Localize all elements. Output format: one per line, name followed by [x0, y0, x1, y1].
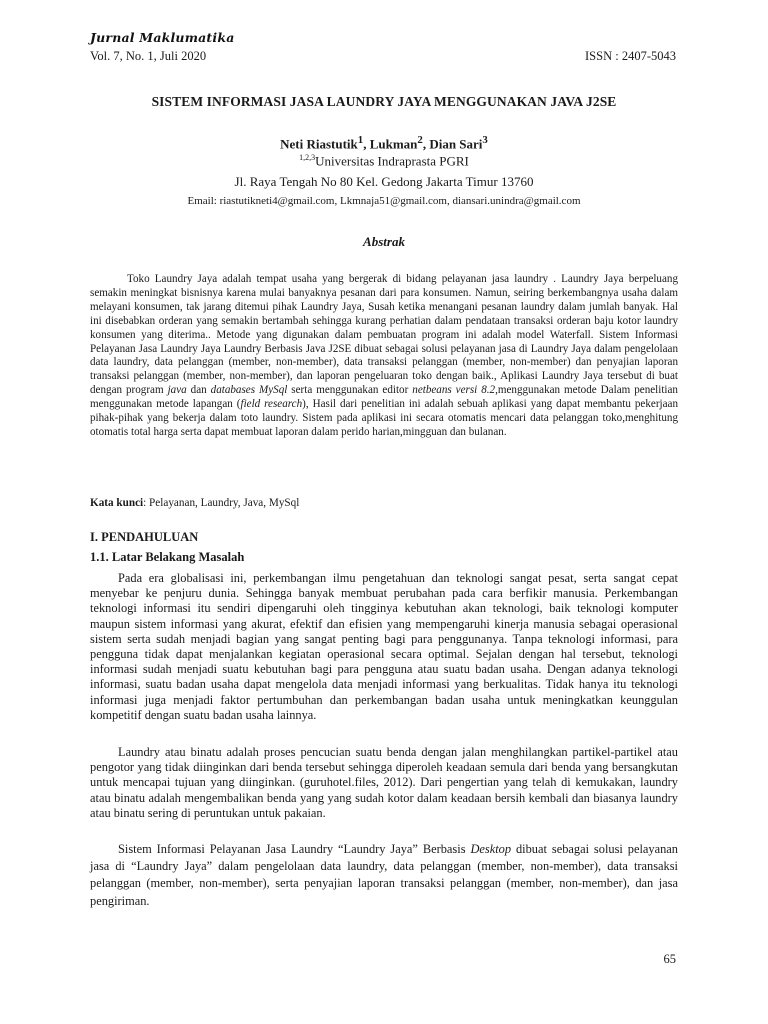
issn-info: ISSN : 2407-5043: [585, 49, 676, 63]
author-sup: 3: [482, 134, 488, 146]
subsection-heading: 1.1. Latar Belakang Masalah: [90, 550, 245, 564]
section-heading: I. PENDAHULUAN: [90, 530, 199, 544]
abstract-segment: serta menggunakan editor: [287, 384, 413, 397]
body-paragraph: [90, 571, 678, 723]
abstract-text: [90, 273, 678, 440]
affiliation: [90, 153, 678, 169]
abstract-emphasis: field research: [240, 398, 303, 411]
abstract-heading: Abstrak: [363, 234, 405, 249]
paragraph-text: Laundry atau binatu adalah proses pencucian suatu benda dengan jalan menghilangkan partikel-partikel atau pengotor yang tidak diinginkan dari benda tersebut sehingga diperoleh keadaan semula dari benda yang bersangkutan untuk mencapai tujuan yang diinginkan. (guruhotel.files, 2012). Dari pengertian yang telah di kemukakan, laundry atau binatu adalah mengembalikan benda yang yang sudah kotor dalam keadaan bersih kembali dan biasanya laundry atau binatu sering di peruntukan untuk pakaian.: [90, 745, 678, 820]
paragraph-text: Sistem Informasi Pelayanan Jasa Laundry “Laundry Jaya” Berbasis: [118, 842, 471, 856]
paper-title: SISTEM INFORMASI JASA LAUNDRY JAYA MENGGUNAKAN JAVA J2SE: [151, 94, 617, 109]
keywords-value: : Pelayanan, Laundry, Java, MySql: [143, 497, 300, 509]
affiliation-name: Universitas Indraprasta PGRI: [315, 153, 469, 169]
author-name: Lukman: [369, 136, 418, 152]
abstract-emphasis: netbeans versi 8.2: [412, 384, 496, 397]
address: Jl. Raya Tengah No 80 Kel. Gedong Jakarta Timur 13760: [234, 174, 534, 189]
author-list: [90, 134, 678, 152]
keywords: [90, 497, 678, 509]
email-line: Email: riastutikneti4@gmail.com, Lkmnaja51@gmail.com, diansari.unindra@gmail.com: [187, 195, 581, 207]
abstract-emphasis: databases MySql: [210, 384, 288, 397]
paragraph-text: Pada era globalisasi ini, perkembangan ilmu pengetahuan dan teknologi sangat pesat, serta sangat cepat menyebar ke penjuru dunia. Sehingga banyak membuat perubahan pada cara berfikir manusia. Perkembangan teknologi informasi itu sendiri dipengaruhi oleh tingginya kebutuhan akan teknologi, baik teknologi komputer maupun sistem informasi yang akurat, efektif dan efisien yang mempengaruhi kinerja manusia sebagai operasional sistem serta sudah menjadi bagian yang sangat penting bagi para penggunanya. Tanpa teknologi informasi, para pengguna tidak dapat menjalankan kegiatan operasional secara optimal. Sejalan dengan hal tersebut, teknologi informasi sudah menjadi suatu kebutuhan bagi para pengguna atau suatu badan usaha. Dengan adanya teknologi informasi, suatu badan usaha dapat mengelola data menjadi informasi yang berkualitas. Tidak hanya itu teknologi informasi juga menjadi faktor pertumbuhan dan perkembangan badan usaha untuk meningkatkan keunggulan kompetitif dengan suatu badan usaha lainnya.: [90, 571, 678, 722]
abstract-segment: ,menggunakan metode Dalam penelitian menggunakan metode lapangan (: [90, 384, 678, 411]
body-paragraph: [90, 745, 678, 821]
author-name: Neti Riastutik: [280, 136, 358, 152]
abstract-emphasis: java: [167, 384, 187, 397]
author-separator: ,: [363, 136, 370, 152]
author-sup: 1: [357, 134, 364, 146]
page-number: 65: [663, 952, 676, 966]
body-paragraph: [90, 841, 678, 910]
keywords-label: Kata kunci: [90, 497, 144, 509]
paragraph-emphasis: Desktop: [470, 842, 512, 856]
paragraph-text: dibuat sebagai solusi pelayanan jasa di “Laundry Jaya” dalam pengelolaan data laundry, data pelanggan (member, non-member), data transaksi pelanggan (member, non-member), serta penyajian laporan transaksi pelanggan (member, non-member), dan jasa pengiriman.: [90, 842, 678, 908]
abstract-segment: ), Hasil dari penelitian ini adalah sebuah aplikasi yang dapat membantu pekerjaan pihak-pihak yang bekerja dalam toto laundry. Sistem pada aplikasi ini secara otomatis mencari data pelanggan toko,menghitung otomatis total harga serta dapat membuat laporan dalam perido harian,mingguan dan bulanan.: [90, 398, 678, 438]
author-separator: ,: [422, 136, 430, 152]
volume-info: Vol. 7, No. 1, Juli 2020: [90, 49, 207, 63]
author-name: Dian Sari: [429, 136, 483, 152]
journal-logo: Jurnal Maklumatika: [90, 30, 235, 45]
abstract-segment: dan: [186, 384, 211, 397]
affiliation-sup: 1,2,3: [299, 153, 316, 162]
abstract-segment: Toko Laundry Jaya adalah tempat usaha yang bergerak di bidang pelayanan jasa laundry . Laundry Jaya berpeluang semakin meningkat bisnisnya karena mulai banyaknya pesanan dari para konsumen. Namun, seiring berkembangnya usaha dalam melayani konsumen, tak jarang ditemui pihak Laundry Jaya, Susah ketika menangani pesanan laundry dalam jumlah banyak. Hal ini disebabkan orderan yang semakin bertambah sehingga kurang perhatian dalam pendataan transaksi orderan baju kotor laundry konsumen yang diterima.. Metode yang digunakan dalam pembuatan program ini adalah model Waterfall. Sistem Informasi Pelayanan Jasa Laundry Jaya Laundry Berbasis Java J2SE dibuat sebagai solusi pelayanan jasa di Laundry Jaya dalam pengelolaan data laundry, data pelanggan (member, non-member), data transaksi pelanggan (member, non-member) dan penyajian laporan transaksi pelanggan (member, non-member), dan laporan pengeluaran toko dengan baik., Aplikasi Laundry Jaya tersebut di buat dengan program: [90, 273, 678, 397]
author-sup: 2: [417, 134, 423, 146]
